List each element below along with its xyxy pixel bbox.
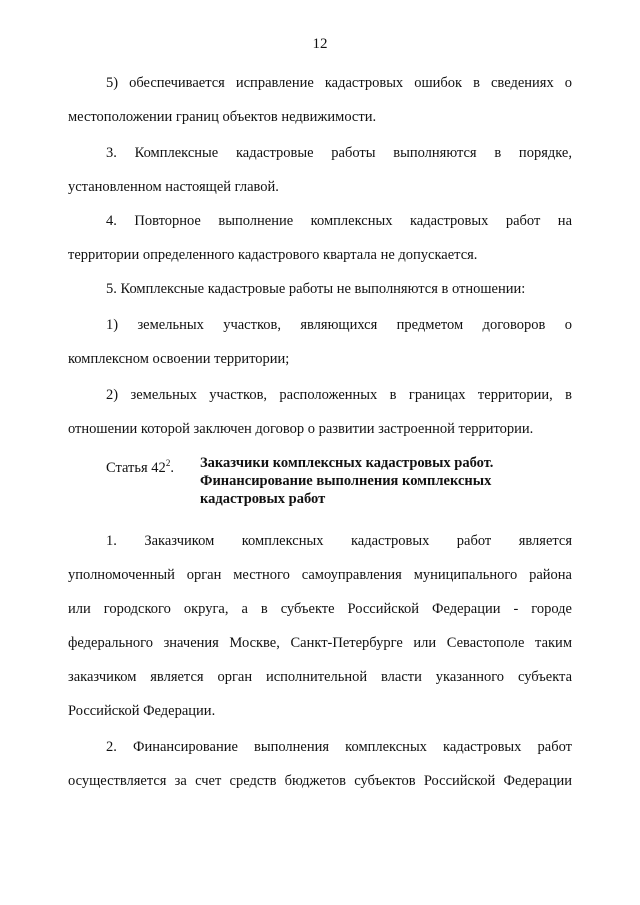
text-line: территории определенного кадастрового квартала не допускается. [68,247,478,263]
text-line: 2. Финансирование выполнения комплексных кадастровых работ [106,739,572,755]
text-line: 1. Заказчиком комплексных кадастровых работ является [106,533,572,549]
article-paragraph-2 [68,730,572,798]
text-line: установленном настоящей главой. [68,179,279,195]
article-number [106,454,174,477]
article-superscript: 2 [165,458,171,468]
text-line: 1) земельных участков, являющихся предметом договоров о [106,317,572,333]
text-line: 5) обеспечивается исправление кадастровых ошибок в сведениях о [106,75,572,91]
text-line: 5. Комплексные кадастровые работы не выполняются в отношении: [106,281,526,297]
title-line: Заказчики комплексных кадастровых работ. [200,455,494,471]
paragraph-4 [68,204,572,272]
text-line: осуществляется за счет средств бюджетов субъектов Российской Федерации [68,773,572,789]
text-line: заказчиком является орган исполнительной власти указанного субъекта [68,669,572,685]
text-line: местоположении границ объектов недвижимости. [68,109,377,125]
text-line: 4. Повторное выполнение комплексных кадастровых работ на [106,213,572,229]
text-line: комплексном освоении территории; [68,351,290,367]
paragraph-5-item-1 [68,308,572,376]
article-label: Статья 42 [106,460,166,476]
title-line: Финансирование выполнения комплексных [200,473,492,489]
text-line: уполномоченный орган местного самоуправления муниципального района [68,567,572,583]
paragraph-5-item-2 [68,378,572,446]
text-line: 3. Комплексные кадастровые работы выполняются в порядке, [106,145,572,161]
page-number: 12 [312,36,328,52]
title-line: кадастровых работ [200,491,326,507]
paragraph-5 [68,272,572,306]
text-line: отношении которой заключен договор о развитии застроенной территории. [68,421,534,437]
article-paragraph-1 [68,524,572,728]
article-dot: . [170,460,174,476]
text-line: Российской Федерации. [68,703,216,719]
text-line: федерального значения Москве, Санкт-Петербурге или Севастополе таким [68,635,572,651]
text-line: 2) земельных участков, расположенных в границах территории, в [106,387,572,403]
paragraph-item-5 [68,66,572,134]
article-title [200,454,540,508]
paragraph-3 [68,136,572,204]
text-line: или городского округа, а в субъекте Российской Федерации - городе [68,601,572,617]
